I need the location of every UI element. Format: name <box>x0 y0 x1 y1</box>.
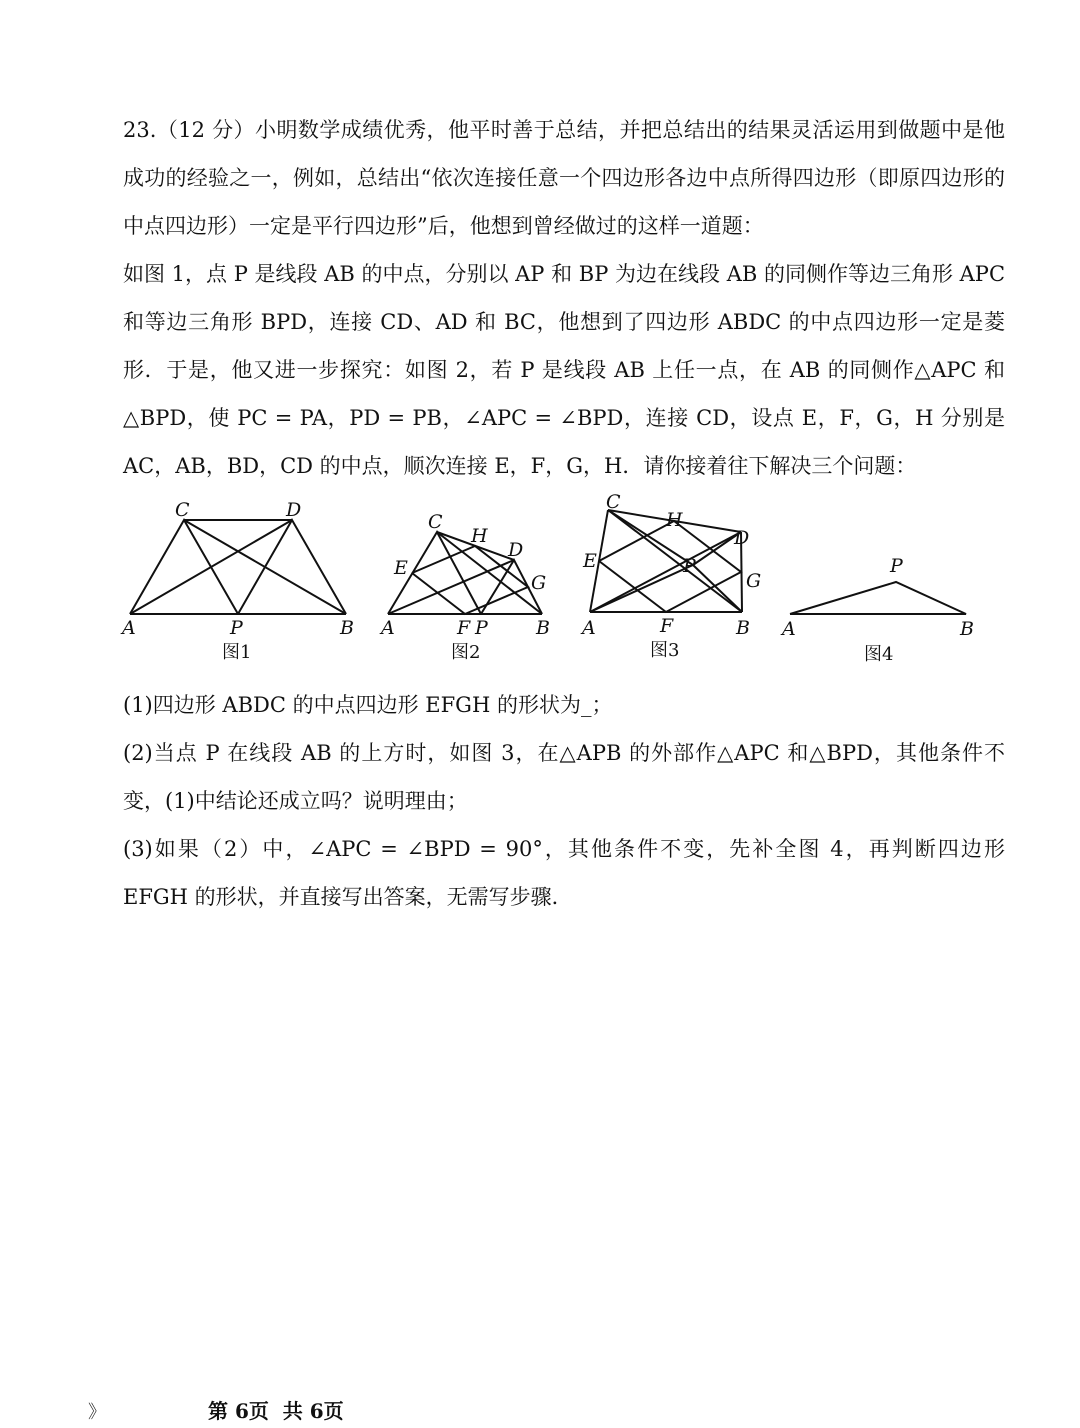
fig2-label-b: B <box>536 617 550 639</box>
problem-intro: 23.（12 分）小明数学成绩优秀，他平时善于总结，并把总结出的结果灵活运用到做题中是他成功的经验之一，例如，总结出“依次连接任意一个四边形各边中点所得四边形（即原四边形的中点四边形）一定是平行四边形”后，他想到曾经做过的这样一道题： <box>123 118 1005 238</box>
fig3-caption: 图3 <box>650 640 680 661</box>
fig1-label-p: P <box>230 617 243 639</box>
page-number: 第 6页 共 6页 <box>208 1399 344 1423</box>
fig1-segment-bc <box>184 520 346 614</box>
fig1-label-a: A <box>122 617 136 639</box>
question-2: (2)当点 P 在线段 AB 的上方时，如图 3，在△APB 的外部作△APC 和△BPD，其他条件不变，(1)中结论还成立吗？说明理由； <box>123 741 1005 813</box>
fig2-label-d: D <box>508 539 524 561</box>
fig1-label-d: D <box>286 499 302 521</box>
figure-3 <box>580 491 761 661</box>
fig3-label-b: B <box>736 617 750 639</box>
fig2-label-p: P <box>475 617 488 639</box>
figure-2 <box>379 511 550 663</box>
figure-4 <box>780 555 974 665</box>
fig4-triangle-apb <box>790 582 966 614</box>
fig2-label-g: G <box>531 572 547 594</box>
fig3-label-g: G <box>746 570 762 592</box>
fig1-label-c: C <box>175 499 190 521</box>
fig4-label-a: A <box>782 618 796 640</box>
fig3-label-e: E <box>583 550 597 572</box>
fig3-label-h: H <box>666 509 683 531</box>
fig3-label-d: D <box>734 527 750 549</box>
fig4-label-b: B <box>960 618 974 640</box>
corner-mark: 》 <box>88 1402 106 1423</box>
fig2-label-h: H <box>471 525 488 547</box>
problem-setup: 如图 1，点 P 是线段 AB 的中点，分别以 AP 和 BP 为边在线段 AB 的同侧作等边三角形 APC 和等边三角形 BPD，连接 CD、AD 和 BC，他想到了四边形 ABDC 的中点四边形一定是菱形．于是，他又进一步探究：如图 2，若 P 是线段 AB 上任一点，在 AB 的同侧作△APC 和△BPD，使 PC = PA，PD = PB，∠APC = ∠BPD，连接 CD，设点 E，F，G，H 分别是 AC，AB，BD，CD 的中点，顺次连接 E，F，G，H．请你接着往下解决三个问题： <box>123 262 1006 478</box>
fig3-label-a: A <box>582 617 596 639</box>
fig1-label-b: B <box>340 617 354 639</box>
fig3-label-f: F <box>660 615 674 637</box>
fig4-caption: 图4 <box>864 644 894 665</box>
question-3: (3)如果（2）中，∠APC = ∠BPD = 90°，其他条件不变，先补全图 4，再判断四边形 EFGH 的形状，并直接写出答案，无需写步骤． <box>123 837 1005 909</box>
fig1-segment-ad <box>130 520 292 614</box>
fig1-caption: 图1 <box>222 642 252 663</box>
fig1-triangle-bpd <box>238 520 346 614</box>
figures-row <box>0 490 1080 675</box>
question-1: (1)四边形 ABDC 的中点四边形 EFGH 的形状为_； <box>123 693 613 717</box>
fig2-caption: 图2 <box>451 642 481 663</box>
fig4-label-p: P <box>890 555 903 577</box>
figure-1 <box>120 499 354 663</box>
fig1-triangle-apc <box>130 520 238 614</box>
fig3-label-c: C <box>606 491 621 513</box>
fig3-label-p: P <box>683 555 696 577</box>
fig2-label-a: A <box>381 617 395 639</box>
fig2-label-e: E <box>394 557 408 579</box>
fig2-label-c: C <box>428 511 443 533</box>
fig2-label-f: F <box>457 617 471 639</box>
